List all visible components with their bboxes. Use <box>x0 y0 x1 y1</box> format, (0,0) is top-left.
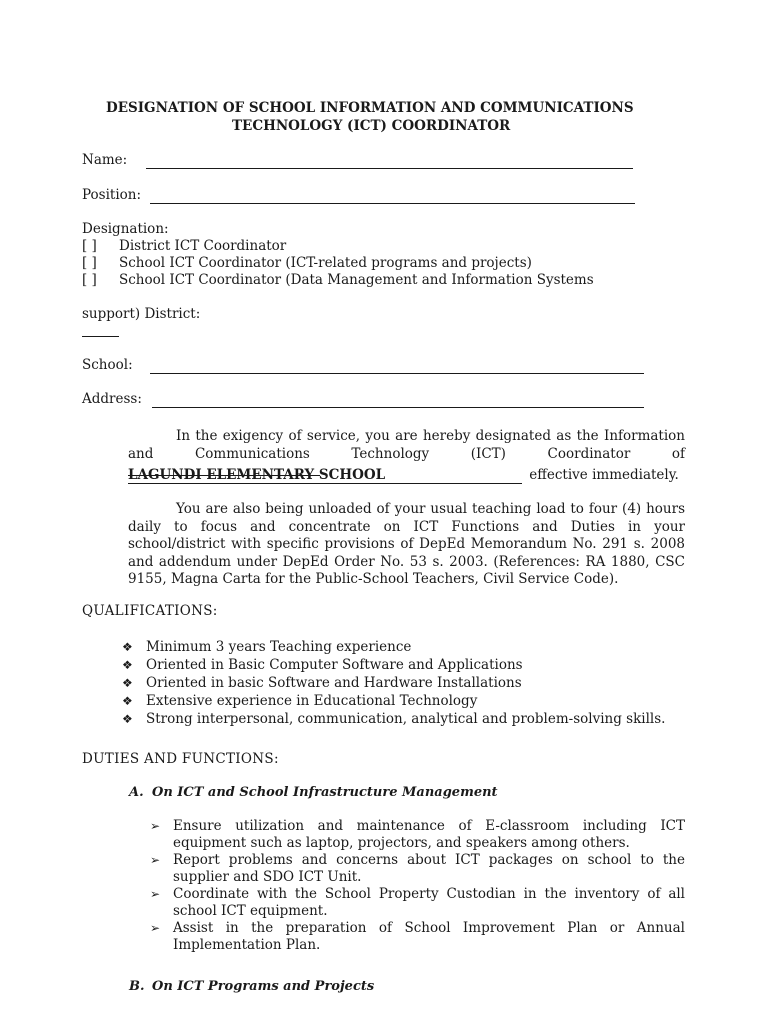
designation-option-district <box>82 238 286 254</box>
duties-heading: DUTIES AND FUNCTIONS: <box>82 751 279 767</box>
checkbox-icon[interactable]: [ ] <box>82 272 97 288</box>
diamond-bullet-icon: ❖ <box>122 658 133 672</box>
diamond-bullet-icon: ❖ <box>122 640 133 654</box>
address-label: Address: <box>82 391 142 407</box>
support-district-label: support) District: <box>82 306 201 322</box>
section-a-title: On ICT and School Infrastructure Management <box>152 785 498 800</box>
designation-option-school-data <box>82 272 594 288</box>
arrow-bullet-icon: ➢ <box>150 887 161 901</box>
qualifications-heading: QUALIFICATIONS: <box>82 603 218 619</box>
list-item: ➢ Ensure utilization and maintenance of E-classroom including ICT equipment such as laptop, projectors, and speakers among others. <box>150 818 685 851</box>
address-field-line[interactable] <box>152 391 644 408</box>
school-label: School: <box>82 357 133 373</box>
arrow-bullet-icon: ➢ <box>150 819 161 833</box>
school-name: LAGUNDI ELEMENTARY SCHOOL <box>128 467 522 484</box>
list-item: ➢ Assist in the preparation of School Improvement Plan or Annual Implementation Plan. <box>150 920 685 953</box>
designation-option-school-programs <box>82 255 532 271</box>
designation-statement: In the exigency of service, you are hereby designated as the Information and Communications Technology (ICT) Coordinator of <box>128 428 685 462</box>
option-label: District ICT Coordinator <box>119 238 287 254</box>
list-item: ❖ Extensive experience in Educational Technology <box>122 693 478 709</box>
list-item: ❖ Oriented in Basic Computer Software and Applications <box>122 657 523 673</box>
list-item: ❖ Minimum 3 years Teaching experience <box>122 639 412 655</box>
list-item: ➢ Report problems and concerns about ICT packages on school to the supplier and SDO ICT Unit. <box>150 852 685 885</box>
list-item: ➢ Coordinate with the School Property Custodian in the inventory of all school ICT equipment. <box>150 886 685 919</box>
designation-label: Designation: <box>82 221 169 237</box>
diamond-bullet-icon: ❖ <box>122 676 133 690</box>
name-field-line[interactable] <box>146 152 633 169</box>
section-b-letter: B. <box>129 979 145 994</box>
arrow-bullet-icon: ➢ <box>150 853 161 867</box>
checkbox-icon[interactable]: [ ] <box>82 255 97 271</box>
arrow-bullet-icon: ➢ <box>150 921 161 935</box>
qualifications-list <box>122 638 665 728</box>
school-assignment-line <box>128 467 679 484</box>
unloading-paragraph <box>128 501 685 589</box>
option-label: School ICT Coordinator (ICT-related programs and projects) <box>119 255 532 271</box>
document-title-line1: DESIGNATION OF SCHOOL INFORMATION AND COMMUNICATIONS <box>106 100 634 116</box>
position-label: Position: <box>82 187 142 203</box>
position-field-line[interactable] <box>150 187 635 204</box>
unloading-text: You are also being unloaded of your usual teaching load to four (4) hours daily to focus and concentrate on ICT Functions and Duties in your school/district with specific provisions of DepEd Memorandum No. 291 s. 2008 and addendum under DepEd Order No. 53 s. 2003. (References: RA 1880, CSC 9155, Magna Carta for the Public-School Teachers, Civil Service Code). <box>128 501 685 587</box>
district-field-line[interactable] <box>82 322 119 337</box>
school-field-line[interactable] <box>150 357 644 374</box>
diamond-bullet-icon: ❖ <box>122 694 133 708</box>
section-a-list <box>150 818 685 954</box>
checkbox-icon[interactable]: [ ] <box>82 238 97 254</box>
list-item: ❖ Strong interpersonal, communication, analytical and problem-solving skills. <box>122 711 666 727</box>
section-b-title: On ICT Programs and Projects <box>152 979 375 994</box>
section-b-heading <box>129 979 374 994</box>
option-label: School ICT Coordinator (Data Management and Information Systems <box>119 272 594 288</box>
list-item: ❖ Oriented in basic Software and Hardware Installations <box>122 675 522 691</box>
section-a-letter: A. <box>129 785 144 800</box>
section-a-heading <box>129 785 498 800</box>
name-label: Name: <box>82 152 128 168</box>
document-title-line2: TECHNOLOGY (ICT) COORDINATOR <box>232 118 511 134</box>
effective-text: effective immediately. <box>529 467 679 483</box>
diamond-bullet-icon: ❖ <box>122 712 133 726</box>
